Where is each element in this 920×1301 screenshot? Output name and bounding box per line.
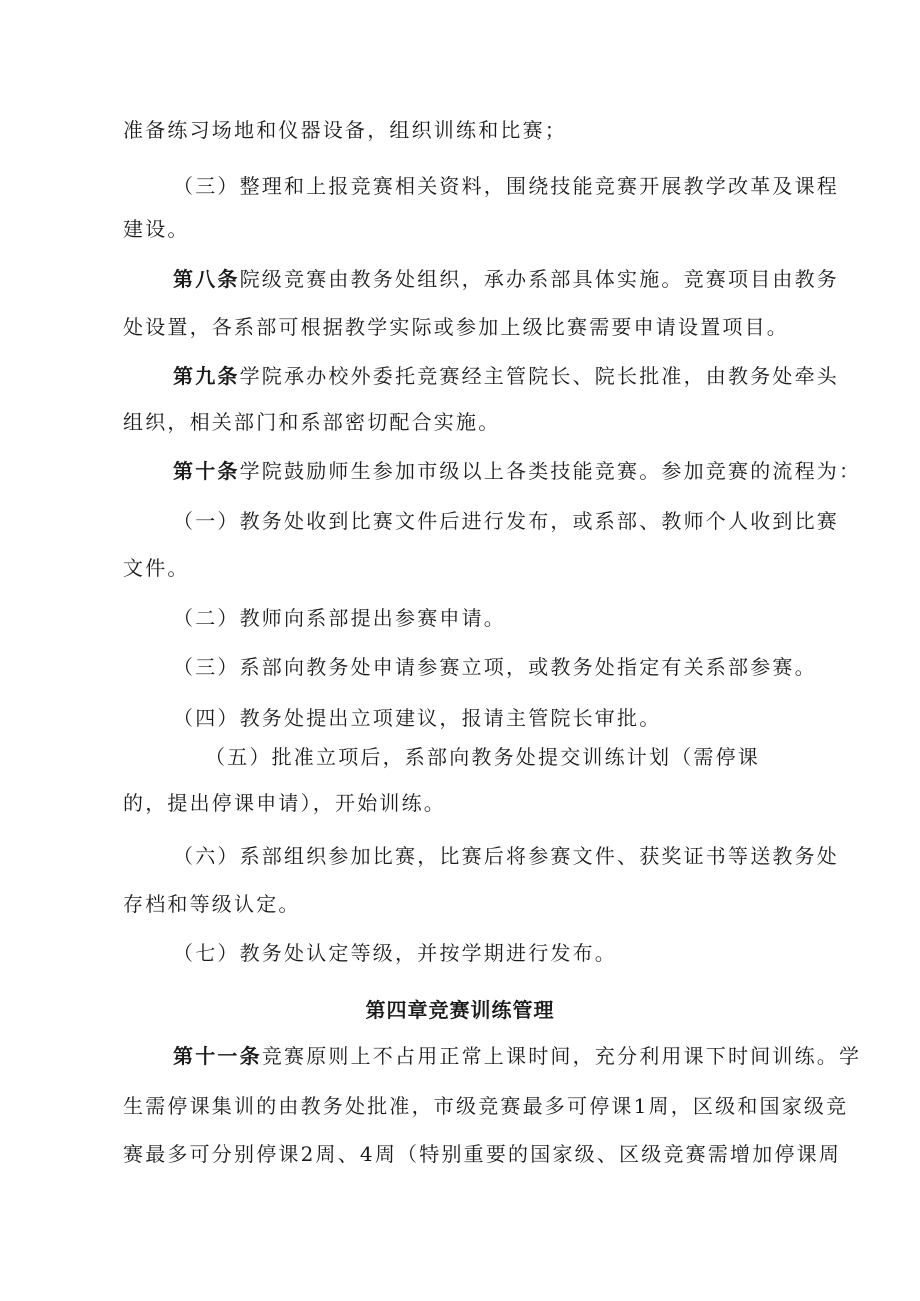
article-text: 学院鼓励师生参加市级以上各类技能竞赛。参加竞赛的流程为：: [239, 459, 862, 483]
chapter-heading: 第四章竞赛训练管理: [365, 998, 555, 1022]
article-paragraph: [173, 1043, 861, 1069]
article-label: 第九条: [173, 364, 240, 388]
article-label: 第十一条: [173, 1044, 262, 1068]
article-label: 第八条: [173, 267, 240, 291]
text-line: 建设。: [123, 217, 190, 241]
text-line: 文件。: [123, 556, 190, 580]
article-paragraph: [173, 266, 839, 292]
text-line: 组织，相关部门和系部密切配合实施。: [123, 410, 501, 434]
article-text: 院级竞赛由教务处组织，承办系部具体实施。竞赛项目由教务: [239, 267, 840, 291]
text-line: （六）系部组织参加比赛，比赛后将参赛文件、获奖证书等送教务处: [173, 844, 839, 868]
article-text: 竞赛原则上不占用正常上课时间，充分利用课下时间训练。学: [261, 1044, 862, 1068]
text-line: （七）教务处认定等级，并按学期进行发布。: [173, 941, 617, 965]
text-line: 存档和等级认定。: [123, 892, 301, 916]
text-line: 准备练习场地和仪器设备，组织训练和比赛；: [123, 118, 567, 142]
article-paragraph: [173, 363, 839, 389]
text-line: 处设置，各系部可根据教学实际或参加上级比赛需要申请设置项目。: [123, 315, 789, 339]
text-line: （三）系部向教务处申请参赛立项，或教务处指定有关系部参赛。: [173, 655, 817, 679]
text-line: 生需停课集训的由教务处批准，市级竞赛最多可停课1周，区级和国家级竞: [123, 1094, 849, 1118]
text-line: 赛最多可分别停课2周、4周（特别重要的国家级、区级竞赛需增加停课周: [123, 1142, 842, 1166]
text-line: （二）教师向系部提出参赛申请。: [173, 606, 506, 630]
text-line: （一）教务处收到比赛文件后进行发布，或系部、教师个人收到比赛: [173, 509, 839, 533]
text-line: 的，提出停课申请），开始训练。: [123, 791, 446, 815]
text-line: （三）整理和上报竞赛相关资料，围绕技能竞赛开展教学改革及课程: [173, 174, 839, 198]
text-line: （五）批准立项后，系部向教务处提交训练计划（需停课: [205, 745, 760, 769]
article-label: 第十条: [173, 459, 240, 483]
article-paragraph: [173, 458, 861, 484]
article-text: 学院承办校外委托竞赛经主管院长、院长批准，由教务处牵头: [239, 364, 840, 388]
text-line: （四）教务处提出立项建议，报请主管院长审批。: [173, 706, 662, 730]
